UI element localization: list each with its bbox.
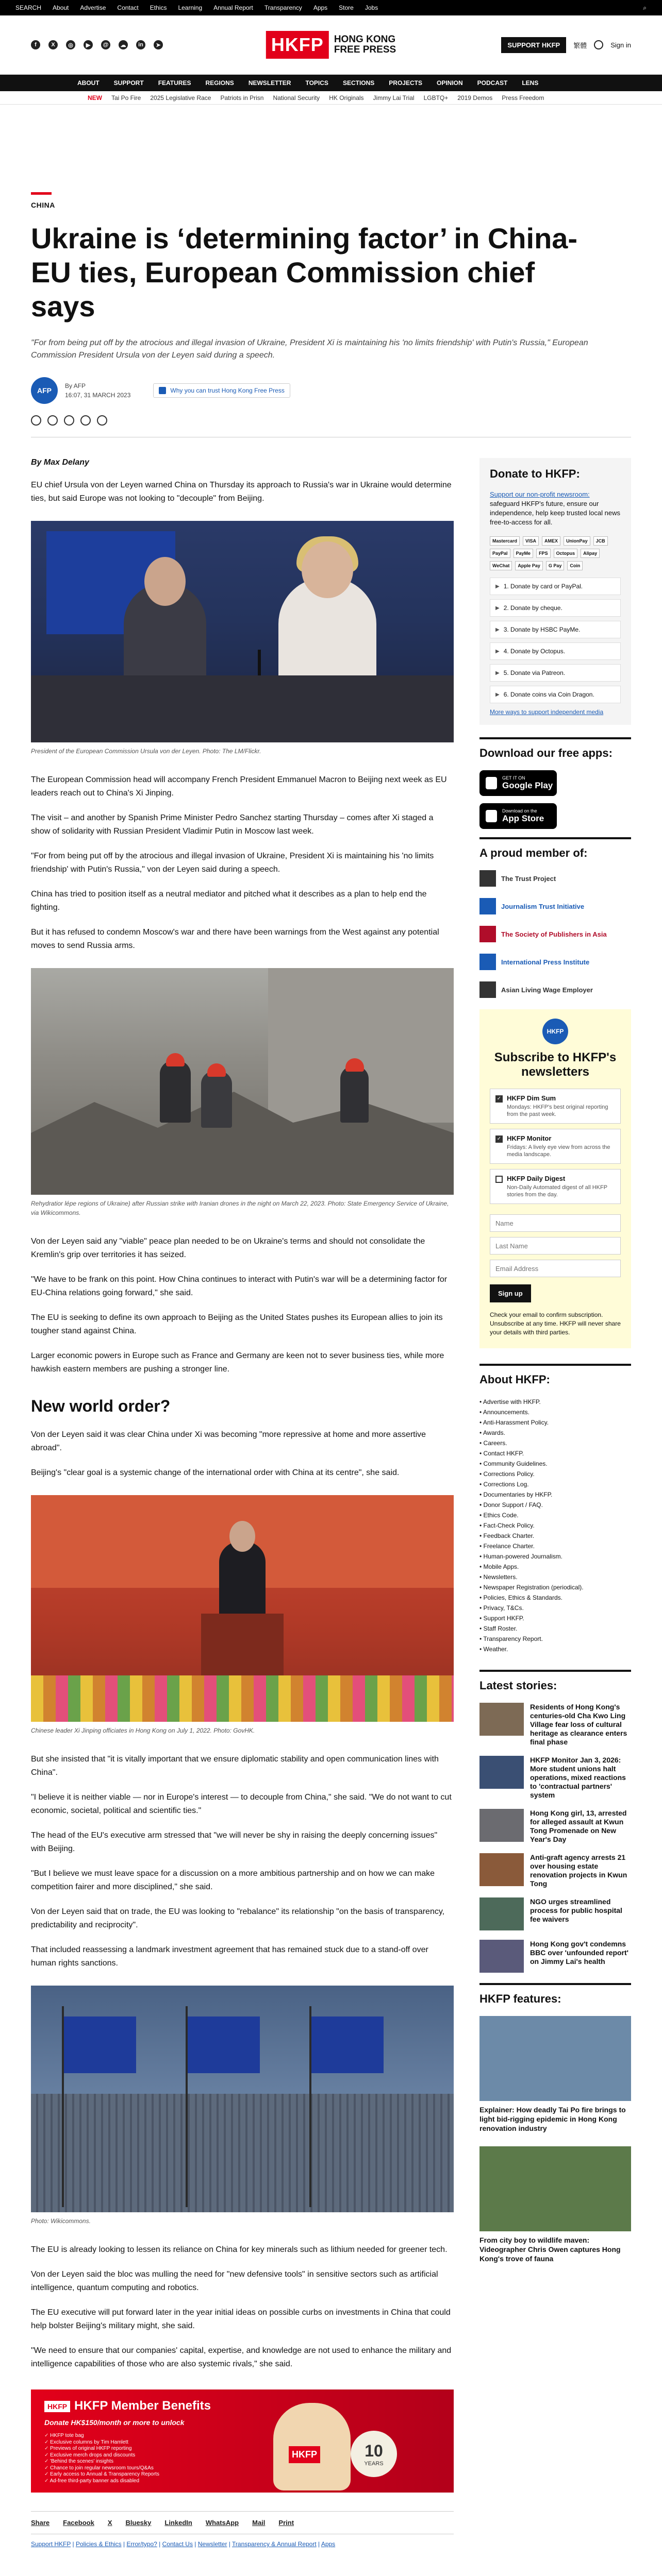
article-header <box>0 192 662 437</box>
paragraph: China has tried to position itself as a neutral mediator and pitched what it describes as a plan to help end the fighting. <box>31 890 427 912</box>
newsletter-logo: HKFP <box>542 1019 568 1044</box>
newsletter-desc: Mondays: HKFP's best original reporting from the past week. <box>507 1104 608 1117</box>
about-link[interactable]: • Contact HKFP. <box>479 1448 631 1459</box>
share-link-share[interactable]: Share <box>31 2519 50 2527</box>
nav-item-projects[interactable]: PROJECTS <box>389 79 422 87</box>
member-org-the-trust-project[interactable] <box>479 870 631 887</box>
article-category[interactable]: CHINA <box>31 201 55 209</box>
search-icon[interactable]: ⌕ <box>643 4 647 11</box>
main-navigation <box>0 75 662 91</box>
share-link-print[interactable]: Print <box>278 2519 294 2527</box>
paragraph: But it has refused to condemn Moscow's war and there have been warnings from the West against any potential moves to send Russia arms. <box>31 928 439 950</box>
paragraph: "I believe it is neither viable — nor in Europe's interest — to decouple from China," she said. "We do not want to cut economic, societal, political and scientific ties." <box>31 1793 452 1815</box>
about-link[interactable]: • Newsletters. <box>479 1572 631 1582</box>
logo-text <box>334 35 396 55</box>
feature-headline: Explainer: How deadly Tai Po fire brings to light bid-rigging epidemic in Hong Kong renovation industry <box>479 2106 626 2132</box>
chevron-right-icon: ▶ <box>495 648 500 654</box>
story-headline: HKFP Monitor Jan 3, 2026: More student unions halt operations, mixed reactions to 'contractual partners' system <box>530 1756 626 1799</box>
nav-item-newsletter[interactable]: NEWSLETTER <box>248 79 291 87</box>
payment-logo: FPS <box>536 549 551 558</box>
utility-link-store[interactable]: Store <box>339 4 354 11</box>
nav-item-sections[interactable]: SECTIONS <box>342 79 375 87</box>
logo-mark: HKFP <box>266 31 329 59</box>
apps-title: Download our free apps: <box>479 737 631 760</box>
paragraph: Von der Leyen said the bloc was mulling the need for "new defensive tools" in sensitive sectors such as artificial intelligence, quantum computing and robotics. <box>31 2270 438 2292</box>
features-list <box>479 2016 631 2263</box>
benefit-item: ✓ Exclusive columns by Tim Hamlett <box>44 2439 159 2446</box>
signup-button[interactable]: Sign up <box>490 1284 531 1302</box>
paragraph: "We need to ensure that our companies' capital, expertise, and knowledge are not used to enhance the military and intelligence capabilities of those who are also systemic rivals," she said. <box>31 2346 452 2368</box>
bluesky-icon[interactable]: ☁ <box>119 40 128 49</box>
subheading: New world order? <box>31 1397 171 1415</box>
share-link-bluesky[interactable]: Bluesky <box>125 2519 152 2527</box>
org-name: Asian Living Wage Employer <box>501 986 593 994</box>
paragraph: The EU executive will put forward later in the year initial ideas on possible curbs on investments in China that could help bolster Beijing's military might, she said. <box>31 2308 451 2330</box>
share-x-icon[interactable] <box>47 415 58 426</box>
about-link[interactable]: • Transparency Report. <box>479 1634 631 1644</box>
tag-link[interactable]: 2019 Demos <box>457 94 493 101</box>
newsletter-option[interactable] <box>490 1089 621 1124</box>
site-logo[interactable] <box>266 31 396 59</box>
footer-link[interactable]: Contact Us <box>162 2540 193 2548</box>
paragraph: That included reassessing a landmark investment agreement that has remained stuck due to a stand-off over human rights sanctions. <box>31 1945 428 1968</box>
payment-logo: AMEX <box>542 536 560 546</box>
utility-link-ethics[interactable]: Ethics <box>150 4 167 11</box>
trust-label: Why you can trust Hong Kong Free Press <box>170 387 285 394</box>
payment-logo: WeChat <box>490 561 512 570</box>
share-email-icon[interactable] <box>80 415 91 426</box>
donate-option[interactable] <box>490 686 621 703</box>
org-logo-icon <box>479 954 496 970</box>
latest-story[interactable] <box>479 1756 631 1800</box>
payment-logo: Octopus <box>554 549 578 558</box>
payment-logo: Mastercard <box>490 536 520 546</box>
org-logo-icon <box>479 870 496 887</box>
about-link[interactable]: • Newspaper Registration (periodical). <box>479 1582 631 1592</box>
instagram-icon[interactable]: ◎ <box>66 40 75 49</box>
figure-press-conference <box>31 521 454 756</box>
google-play-big: Google Play <box>502 781 553 790</box>
banner-subtitle: Donate HK$150/month or more to unlock <box>44 2418 185 2427</box>
about-link[interactable]: • Announcements. <box>479 1407 631 1417</box>
about-link[interactable]: • Ethics Code. <box>479 1510 631 1520</box>
donate-option[interactable] <box>490 621 621 638</box>
figure-caption: Chinese leader Xi Jinping officiates in Hong Kong on July 1, 2022. Photo: GovHK. <box>31 1727 255 1734</box>
share-link-icon[interactable] <box>97 415 107 426</box>
benefit-item: ✓ Chance to join regular newsroom tours/Q&As <box>44 2465 159 2472</box>
anniversary-badge <box>351 2431 397 2477</box>
footer-link[interactable]: Error/typo? <box>126 2540 157 2548</box>
figure-eu-flags <box>31 1986 454 2226</box>
latest-story[interactable] <box>479 1703 631 1747</box>
about-link[interactable]: • Community Guidelines. <box>479 1459 631 1469</box>
payment-logo: Apple Pay <box>515 561 543 570</box>
nav-item-topics[interactable]: TOPICS <box>305 79 328 87</box>
benefit-item: ✓ Exclusive merch drops and discounts <box>44 2452 159 2459</box>
donate-title: Donate to HKFP: <box>490 467 580 480</box>
donate-option[interactable] <box>490 578 621 595</box>
byline-text: By AFP 16:07, 31 MARCH 2023 <box>65 382 131 399</box>
article-headline: Ukraine is ‘determining factor’ in China-EU ties, European Commission chief says <box>31 222 578 323</box>
feature-headline: From city boy to wildlife maven: Videographer Chris Owen captures Hong Kong's trove of fauna <box>479 2236 621 2263</box>
benefit-item: ✓ HKFP tote bag <box>44 2433 159 2439</box>
story-thumbnail <box>479 1853 524 1886</box>
social-icons <box>31 40 163 49</box>
donate-box <box>479 458 631 725</box>
chevron-right-icon: ▶ <box>495 605 500 611</box>
figure-caption: Rehydratior lépe regions of Ukraine) after Russian strike with Iranian drones in the night on March 22, 2023. Photo: State Emergency Service of Ukraine, via Wikicommons. <box>31 1200 449 1216</box>
donate-options <box>490 578 621 703</box>
story-headline: Residents of Hong Kong's centuries-old Cha Kwo Ling Village fear loss of cultural heritage as clearance enters final phase <box>530 1703 627 1746</box>
share-link-x[interactable]: X <box>107 2519 112 2527</box>
trust-link[interactable] <box>153 383 290 398</box>
article-footer-links: Support HKFP | Policies & Ethics | Error/typo? | Contact Us | Newsletter | Transparency & Annual Report | Apps <box>31 2540 336 2548</box>
paragraph: The EU is seeking to define its own approach to Beijing as the United States pushes its European allies to join its tougher stand against China. <box>31 1313 443 1335</box>
photo-press-conference <box>31 521 454 742</box>
nav-item-opinion[interactable]: OPINION <box>436 79 463 87</box>
linkedin-icon[interactable]: in <box>136 40 145 49</box>
share-link-linkedin[interactable]: LinkedIn <box>164 2519 192 2527</box>
google-play-button[interactable] <box>479 770 557 796</box>
figure-caption: Photo: Wikicommons. <box>31 2217 91 2225</box>
latest-story[interactable] <box>479 1809 631 1844</box>
payment-logos <box>490 536 621 570</box>
app-store-small: Download on the <box>502 808 537 814</box>
story-thumbnail <box>479 1940 524 1973</box>
share-link-facebook[interactable]: Facebook <box>63 2519 94 2527</box>
about-link[interactable]: • Corrections Policy. <box>479 1469 631 1479</box>
tag-link[interactable]: Tai Po Fire <box>111 94 141 101</box>
nav-item-podcast[interactable]: PODCAST <box>477 79 508 87</box>
tag-link[interactable]: Jimmy Lai Trial <box>373 94 415 101</box>
newsletter-option-text <box>507 1134 615 1158</box>
about-link[interactable]: • Documentaries by HKFP. <box>479 1489 631 1500</box>
photo-xi-podium <box>31 1495 454 1722</box>
footer-link[interactable]: Transparency & Annual Report <box>232 2540 317 2548</box>
share-icons-top <box>31 415 631 426</box>
about-link[interactable]: • Anti-Harassment Policy. <box>479 1417 631 1428</box>
utility-link-search[interactable]: SEARCH <box>15 4 42 11</box>
latest-title: Latest stories: <box>479 1670 631 1692</box>
utility-link-transparency[interactable]: Transparency <box>264 4 302 11</box>
tag-link[interactable]: HK Originals <box>329 94 364 101</box>
donate-option-label: 5. Donate via Patreon. <box>503 669 566 676</box>
chevron-right-icon: ▶ <box>495 626 500 633</box>
payment-logo: Alipay <box>581 549 600 558</box>
donate-option-label: 4. Donate by Octopus. <box>503 648 566 655</box>
app-store-big: App Store <box>502 814 544 823</box>
about-link[interactable]: • Privacy, T&Cs. <box>479 1603 631 1613</box>
donate-link[interactable]: Support our non-profit newsroom: <box>490 490 590 498</box>
badge-text: YEARS <box>364 2460 384 2467</box>
latest-story[interactable] <box>479 1940 631 1973</box>
about-link[interactable]: • Support HKFP. <box>479 1613 631 1623</box>
about-link[interactable]: • Fact-Check Policy. <box>479 1520 631 1531</box>
trust-icon <box>159 387 166 394</box>
latest-story[interactable] <box>479 1853 631 1888</box>
apple-icon <box>486 810 497 822</box>
content-layout <box>0 458 662 2560</box>
checkbox[interactable]: ✓ <box>495 1095 503 1103</box>
threads-icon[interactable]: @ <box>101 40 110 49</box>
top-utility-bar <box>0 0 662 15</box>
about-link[interactable]: • Careers. <box>479 1438 631 1448</box>
google-play-icon <box>486 777 497 789</box>
share-link-whatsapp[interactable]: WhatsApp <box>205 2519 239 2527</box>
paragraph: The EU is already looking to lessen its reliance on China for key minerals such as lithium needed for greener tech. <box>31 2245 448 2254</box>
publish-date: 16:07, 31 MARCH 2023 <box>65 392 131 399</box>
about-link[interactable]: • Human-powered Journalism. <box>479 1551 631 1562</box>
about-link[interactable]: • Policies, Ethics & Standards. <box>479 1592 631 1603</box>
org-name: The Society of Publishers in Asia <box>501 930 607 938</box>
language-toggle[interactable]: 繁體 <box>573 41 587 49</box>
donate-option-label: 6. Donate coins via Coin Dragon. <box>503 691 594 698</box>
utility-link-jobs[interactable]: Jobs <box>365 4 378 11</box>
benefit-item: ✓ 'Behind the scenes' insights <box>44 2459 159 2465</box>
signin-link[interactable]: Sign in <box>610 41 631 49</box>
newsletter-box <box>479 1009 631 1348</box>
email-input[interactable] <box>490 1260 621 1277</box>
paragraph: Larger economic powers in Europe such as France and Germany are keen not to sever business ties, while more hawkish eastern members are pushing a stronger line. <box>31 1351 444 1374</box>
chevron-right-icon: ▶ <box>495 691 500 698</box>
banner-logo: HKFP <box>44 2401 70 2412</box>
first-name-input[interactable] <box>490 1214 621 1232</box>
chevron-right-icon: ▶ <box>495 670 500 676</box>
newsletter-note: Check your email to confirm subscription. Unsubscribe at any time. HKFP will never share your details with third parties. <box>490 1311 621 1336</box>
newsletter-options <box>490 1089 621 1204</box>
newsletter-desc: Fridays: A lively eye view from across the media landscape. <box>507 1144 610 1158</box>
utility-link-contact[interactable]: Contact <box>117 4 139 11</box>
nav-item-regions[interactable]: REGIONS <box>205 79 234 87</box>
newsletter-option[interactable] <box>490 1169 621 1204</box>
story-thumbnail <box>479 1897 524 1930</box>
newsletter-option-text <box>507 1175 615 1198</box>
topbar-right <box>643 4 647 12</box>
about-links <box>479 1397 631 1654</box>
checkbox[interactable]: ✓ <box>495 1136 503 1143</box>
paragraph: "But I believe we must leave space for a discussion on a more ambitious partnership and on how we can make competition fairer and more disciplined," she said. <box>31 1869 435 1891</box>
newsletter-option[interactable] <box>490 1129 621 1164</box>
org-logo-icon <box>479 898 496 914</box>
x-icon[interactable]: X <box>48 40 58 49</box>
last-name-input[interactable] <box>490 1237 621 1255</box>
accent-rule <box>31 192 52 195</box>
member-org-the-society-of-publishers-in-asia[interactable] <box>479 926 631 942</box>
org-name: The Trust Project <box>501 874 556 883</box>
article-standfirst: "For from being put off by the atrocious and illegal invasion of Ukraine, President Xi is maintaining his 'no limits friendship' with Putin's Russia," European Commission President Ursula von der Leyen said during a speech. <box>31 338 588 360</box>
member-of-title: A proud member of: <box>479 837 631 860</box>
user-icon[interactable] <box>594 40 603 49</box>
story-thumbnail <box>479 1703 524 1736</box>
footer-link[interactable]: Policies & Ethics <box>75 2540 122 2548</box>
sidebar <box>479 458 631 2560</box>
share-whatsapp-icon[interactable] <box>64 415 74 426</box>
more-support-link[interactable]: More ways to support independent media <box>490 708 604 716</box>
donate-option[interactable] <box>490 664 621 682</box>
utility-links <box>15 4 378 11</box>
org-name: International Press Institute <box>501 958 590 966</box>
feature-image <box>479 2146 631 2231</box>
checkbox[interactable] <box>495 1176 503 1183</box>
paragraph: The European Commission head will accompany French President Emmanuel Macron to Beijing next week as EU leaders reach out to China's Xi Jinping. <box>31 775 447 798</box>
payment-logo: VISA <box>523 536 539 546</box>
source-name[interactable]: AFP <box>73 382 86 389</box>
feature-image <box>479 2016 631 2101</box>
utility-link-learning[interactable]: Learning <box>178 4 203 11</box>
utility-link-advertise[interactable]: Advertise <box>80 4 106 11</box>
story-headline: Hong Kong girl, 13, arrested for alleged assault at Kwun Tong Promenade on New Year's Day <box>530 1809 627 1843</box>
member-org-journalism-trust-initiative[interactable] <box>479 898 631 914</box>
member-benefits-banner[interactable] <box>31 2389 454 2493</box>
benefit-item: ✓ Previews of original HKFP reporting <box>44 2446 159 2452</box>
story-thumbnail <box>479 1809 524 1842</box>
donate-option-label: 1. Donate by card or PayPal. <box>503 583 583 590</box>
org-logo-icon <box>479 926 496 942</box>
about-link[interactable]: • Corrections Log. <box>479 1479 631 1489</box>
utility-link-about[interactable]: About <box>53 4 69 11</box>
google-play-small: GET IT ON <box>502 775 525 781</box>
donate-option-label: 3. Donate by HSBC PayMe. <box>503 626 581 633</box>
figure-xi-podium <box>31 1495 454 1735</box>
figure-caption: President of the European Commission Ursula von der Leyen. Photo: The LM/Flickr. <box>31 748 261 755</box>
payment-logo: JCB <box>593 536 608 546</box>
nav-item-about[interactable]: ABOUT <box>77 79 100 87</box>
paragraph: EU chief Ursula von der Leyen warned China on Thursday its approach to Russia's war in Ukraine would determine ties, but said Europe was not looking to "decouple" from Beijing. <box>31 481 452 503</box>
story-thumbnail <box>479 1756 524 1789</box>
about-link[interactable]: • Weather. <box>479 1644 631 1654</box>
about-link[interactable]: • Awards. <box>479 1428 631 1438</box>
paragraph: Beijing's "clear goal is a systemic change of the international order with China at its centre", she said. <box>31 1468 400 1477</box>
nav-item-features[interactable]: FEATURES <box>158 79 191 87</box>
byline <box>31 377 631 404</box>
trending-tags <box>0 91 662 105</box>
paragraph: Von der Leyen said any "viable" peace plan needed to be on Ukraine's terms and should not consolidate the Kremlin's grip over territories it has seized. <box>31 1237 425 1259</box>
paragraph: Von der Leyen said it was clear China under Xi was becoming "more repressive at home and more assertive abroad". <box>31 1430 426 1452</box>
benefits-list <box>44 2433 159 2484</box>
member-org-asian-living-wage-employer[interactable] <box>479 981 631 998</box>
app-store-button[interactable] <box>479 803 557 829</box>
tag-link[interactable]: 2025 Legislative Race <box>150 94 211 101</box>
paragraph: The visit – and another by Spanish Prime Minister Pedro Sanchez starting Thursday – comes after Xi staged a show of solidarity with Russian President Vladimir Putin in Moscow last week. <box>31 814 434 836</box>
paragraph: "For from being put off by the atrocious and illegal invasion of Ukraine, President Xi is maintaining his 'no limits friendship' with Putin's Russia," von der Leyen said during a speech. <box>31 852 434 874</box>
utility-link-apps[interactable]: Apps <box>313 4 328 11</box>
logo-line1: HONG KONG <box>334 34 396 45</box>
payment-logo: PayPal <box>490 549 510 558</box>
story-headline: Anti-graft agency arrests 21 over housing estate renovation projects in Kwun Tong <box>530 1853 627 1888</box>
about-title: About HKFP: <box>479 1364 631 1386</box>
paragraph: But she insisted that "it is vitally important that we ensure diplomatic stability and open communication lines with China". <box>31 1755 439 1777</box>
site-header <box>0 15 662 75</box>
tag-link[interactable]: National Security <box>273 94 320 101</box>
features-title: HKFP features: <box>479 1983 631 2006</box>
org-logo-icon <box>479 981 496 998</box>
payment-logo: G Pay <box>546 561 565 570</box>
author-line: By Max Delany <box>31 458 89 467</box>
newsletter-name: HKFP Dim Sum <box>507 1094 556 1102</box>
about-link[interactable]: • Donor Support / FAQ. <box>479 1500 631 1510</box>
feature-card[interactable] <box>479 2146 631 2263</box>
about-link[interactable]: • Freelance Charter. <box>479 1541 631 1551</box>
share-bar <box>31 2511 454 2534</box>
latest-stories <box>479 1703 631 1973</box>
youtube-icon[interactable]: ▶ <box>84 40 93 49</box>
telegram-icon[interactable]: ➤ <box>154 40 163 49</box>
nav-item-support[interactable]: SUPPORT <box>113 79 144 87</box>
about-link[interactable]: • Staff Roster. <box>479 1623 631 1634</box>
newsletter-name: HKFP Monitor <box>507 1134 552 1142</box>
about-link[interactable]: • Advertise with HKFP. <box>479 1397 631 1407</box>
utility-link-annual-report[interactable]: Annual Report <box>213 4 253 11</box>
donate-option-label: 2. Donate by cheque. <box>503 604 562 612</box>
member-organisations <box>479 870 631 998</box>
benefit-item: ✓ Early access to Annual & Transparency Reports <box>44 2471 159 2478</box>
facebook-icon[interactable]: f <box>31 40 40 49</box>
story-headline: Hong Kong gov't condemns BBC over 'unfounded report' on Jimmy Lai's health <box>530 1940 628 1965</box>
photo-rescue-rubble <box>31 968 454 1195</box>
donate-description: safeguard HKFP's future, ensure our independence, help keep trusted local news free-to-access for all. <box>490 500 620 526</box>
about-link[interactable]: • Mobile Apps. <box>479 1562 631 1572</box>
newsletter-option-text <box>507 1094 615 1118</box>
org-name: Journalism Trust Initiative <box>501 902 585 910</box>
support-button[interactable]: SUPPORT HKFP <box>501 37 566 53</box>
header-actions <box>501 37 631 53</box>
member-org-international-press-institute[interactable] <box>479 954 631 970</box>
photo-eu-flags <box>31 1986 454 2212</box>
logo-line2: FREE PRESS <box>334 44 396 55</box>
newsletter-title: Subscribe to HKFP's newsletters <box>494 1050 617 1079</box>
payment-logo: Coin <box>567 561 583 570</box>
donate-text <box>490 490 621 527</box>
footer-link[interactable]: Support HKFP <box>31 2540 71 2548</box>
donate-option[interactable] <box>490 599 621 617</box>
story-headline: NGO urges streamlined process for public hospital fee waivers <box>530 1897 622 1923</box>
share-link-mail[interactable]: Mail <box>252 2519 266 2527</box>
badge-number: 10 <box>365 2441 383 2460</box>
share-facebook-icon[interactable] <box>31 415 41 426</box>
article-body <box>31 458 454 2560</box>
about-link[interactable]: • Feedback Charter. <box>479 1531 631 1541</box>
paragraph: Von der Leyen said that on trade, the EU was looking to "rebalance" its relationship "on the basis of transparency, predictability and reciprocity". <box>31 1907 445 1929</box>
paragraph: "We have to be frank on this point. How China continues to interact with Putin's war will be a determining factor for EU-China relations going forward," she said. <box>31 1275 448 1297</box>
donate-option[interactable] <box>490 642 621 660</box>
footer-link[interactable]: Apps <box>321 2540 336 2548</box>
latest-story[interactable] <box>479 1897 631 1930</box>
mascot-logo: HKFP <box>289 2446 320 2463</box>
tag-link[interactable]: LGBTQ+ <box>423 94 449 101</box>
payment-logo: UnionPay <box>564 536 590 546</box>
banner-title: HKFP Member Benefits <box>74 2399 211 2413</box>
newsletter-name: HKFP Daily Digest <box>507 1175 566 1182</box>
newsletter-desc: Non-Daily Automated digest of all HKFP stories from the day. <box>507 1184 607 1198</box>
feature-card[interactable] <box>479 2016 631 2133</box>
tag-link[interactable]: Press Freedom <box>502 94 544 101</box>
paragraph: The head of the EU's executive arm stressed that "we will never be shy in raising the deeply concerning issues" with Beijing. <box>31 1831 438 1853</box>
benefit-item: ✓ Ad-free third-party banner ads disabled <box>44 2478 159 2485</box>
payment-logo: PayMe <box>514 549 534 558</box>
figure-rubble <box>31 968 454 1217</box>
footer-link[interactable]: Newsletter <box>197 2540 227 2548</box>
tag-link[interactable]: Patriots in Prisn <box>220 94 264 101</box>
source-badge: AFP <box>31 377 58 404</box>
nav-item-lens[interactable]: LENS <box>522 79 539 87</box>
chevron-right-icon: ▶ <box>495 583 500 589</box>
new-label: NEW <box>88 94 102 101</box>
